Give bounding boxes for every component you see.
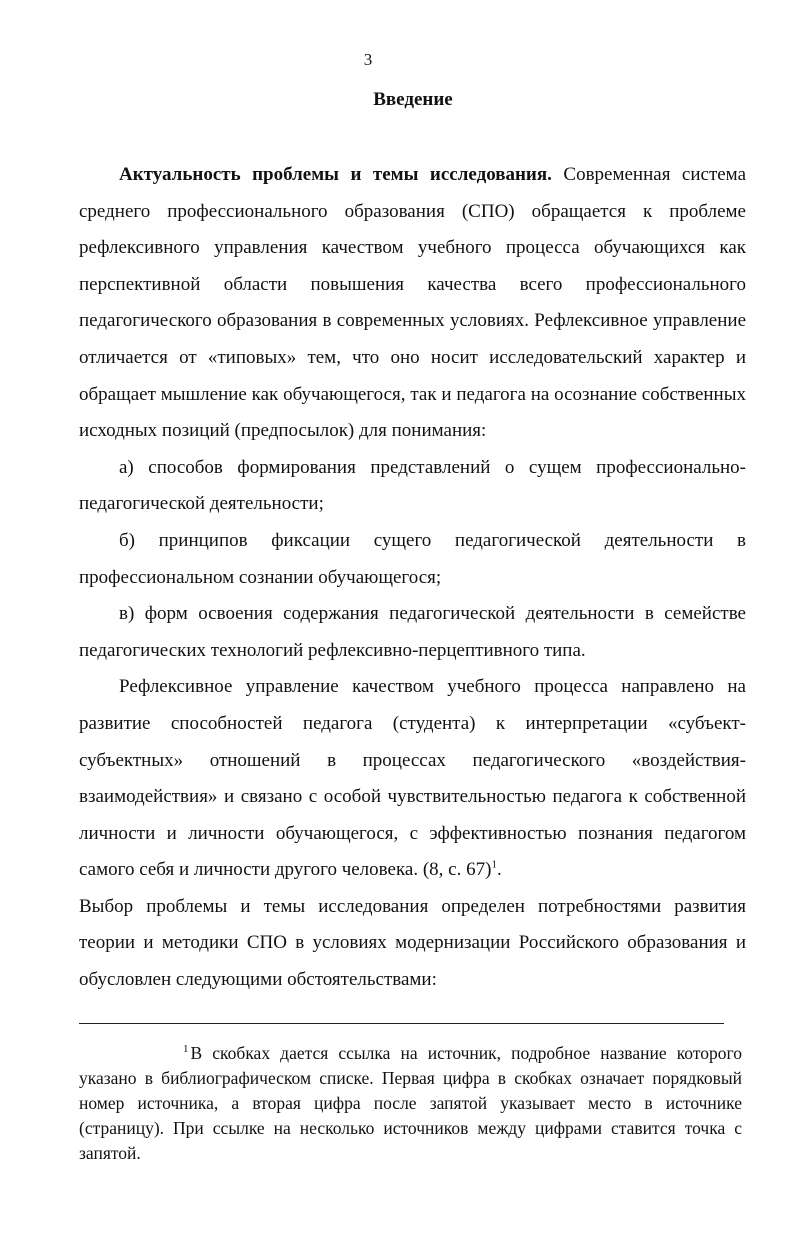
footnote-reference: 1 [491,858,497,871]
footnote-text: В скобках дается ссылка на источник, подробное название которого указано в библиографическом списке. Первая цифра в скобках означает порядковый номер источника, а вторая цифра после запятой указывает место в источнике (страницу). При ссылке на несколько источников между цифрами ставится точка с запятой. [79,1043,742,1163]
page-title: Введение [373,89,453,110]
choice-paragraph: Выбор проблемы и темы исследования определен потребностями развития теории и методики СПО в условиях модернизации Российского образования и обусловлен следующими обстоятельствами: [79,895,746,991]
main-text [79,157,746,999]
paragraph-text: Рефлексивное управление качеством учебного процесса направлено на развитие способностей педагога (студента) к интерпретации «субъект-субъектных» отношений в процессах педагогического «воздействия-взаимодействия» и связано с особой чувствительностью педагога к собственной личности и личности обучающегося, с эффективностью познания педагогом самого себя и личности другого человека. (8, с. 67) [79,676,746,881]
footnote-indent [131,1043,183,1063]
list-item-b: б) принципов фиксации сущего педагогической деятельности в профессиональном сознании обучающегося; [79,529,746,588]
reflexive-management-paragraph [79,669,746,889]
intro-paragraph [79,157,746,450]
list-item-a: а) способов формирования представлений о сущем профессионально-педагогической деятельности; [79,456,746,515]
footnote [79,1037,742,1166]
intro-bold-lead: Актуальность проблемы и темы исследования. [119,164,552,185]
footnote-marker: 1 [183,1043,189,1055]
page-number: 3 [363,50,373,69]
footnote-divider [79,1023,724,1024]
list-item-c: в) форм освоения содержания педагогической деятельности в семействе педагогических технологий рефлексивно-перцептивного типа. [79,603,746,661]
paragraph-end: . [496,859,502,881]
intro-text: Современная система среднего профессионального образования (СПО) обращается к проблеме рефлексивного управления качеством учебного процесса обучающихся как перспективной области повышения качества всего профессионального педагогического образования в современных условиях. Рефлексивное управление отличается от «типовых» тем, что оно носит исследовательский характер и обращает мышление как обучающегося, так и педагога на осознание собственных исходных позиций (предпосылок) для понимания: [79,164,747,442]
